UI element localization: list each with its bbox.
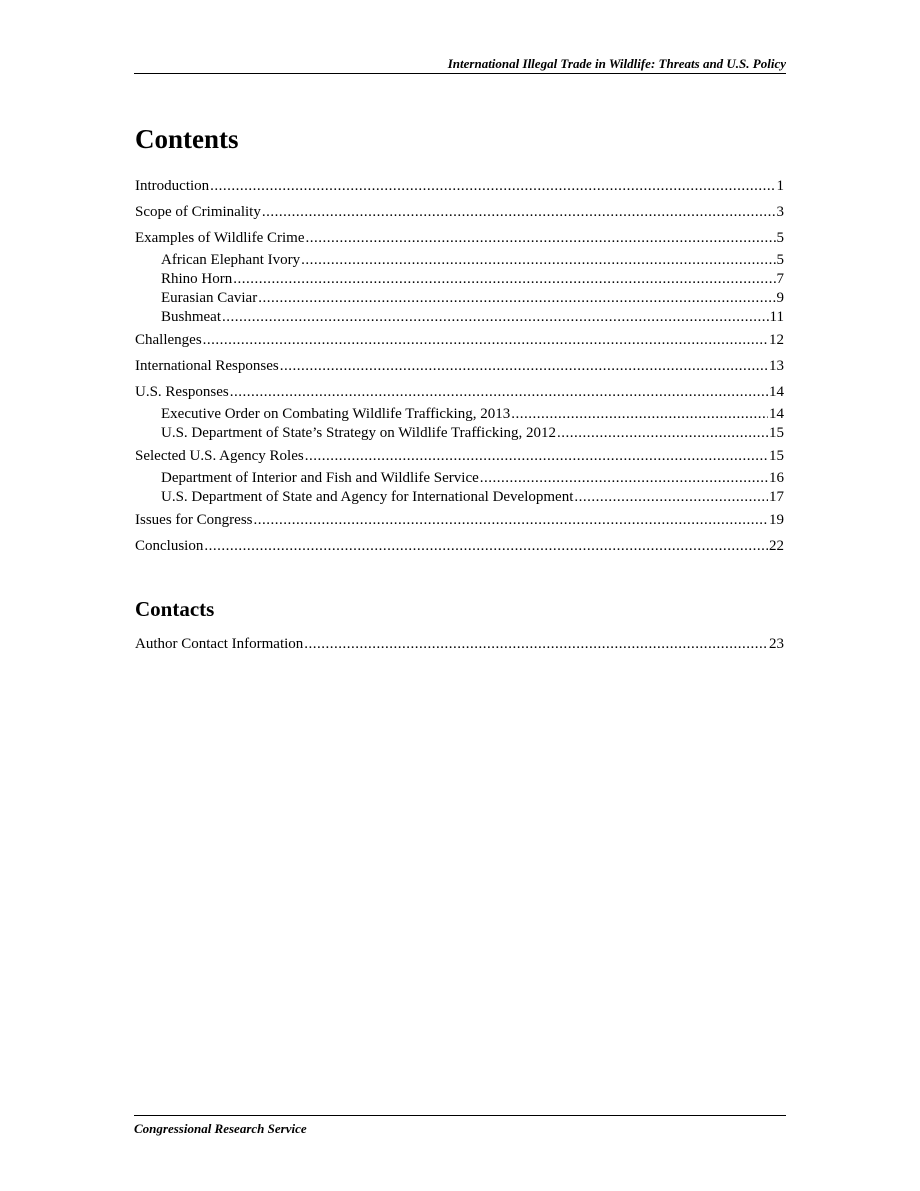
toc-entry-interior-fws[interactable]: Department of Interior and Fish and Wildlife Service ..... 16 xyxy=(135,469,784,488)
contacts-list xyxy=(135,635,784,654)
running-header: International Illegal Trade in Wildlife: Threats and U.S. Policy xyxy=(134,56,786,74)
toc-entry-state-strategy[interactable]: U.S. Department of State’s Strategy on Wildlife Trafficking, 2012 ..... 15 xyxy=(135,424,784,443)
toc-entry-introduction[interactable]: Introduction ..... 1 xyxy=(135,177,784,196)
toc-entry-eurasian-caviar[interactable]: Eurasian Caviar ..... 9 xyxy=(135,289,784,308)
toc-entry-rhino-horn[interactable]: Rhino Horn ..... 7 xyxy=(135,270,784,289)
toc-entry-challenges[interactable]: Challenges ..... 12 xyxy=(135,331,784,350)
toc-entry-executive-order[interactable]: Executive Order on Combating Wildlife Trafficking, 2013 ..... 14 xyxy=(135,405,784,424)
toc-entry-african-elephant-ivory[interactable]: African Elephant Ivory ..... 5 xyxy=(135,251,784,270)
toc-entry-bushmeat[interactable]: Bushmeat ..... 11 xyxy=(135,308,784,327)
toc-entry-international-responses[interactable]: International Responses ..... 13 xyxy=(135,357,784,376)
running-footer: Congressional Research Service xyxy=(134,1115,786,1137)
toc-entry-scope-of-criminality[interactable]: Scope of Criminality ..... 3 xyxy=(135,203,784,222)
toc-entry-examples-of-wildlife-crime[interactable]: Examples of Wildlife Crime ..... 5 xyxy=(135,229,784,248)
contents-heading: Contents xyxy=(135,124,239,154)
toc-list xyxy=(135,177,784,556)
toc-entry-state-usaid[interactable]: U.S. Department of State and Agency for International Development ..... 17 xyxy=(135,488,784,507)
contacts-heading: Contacts xyxy=(135,597,215,621)
toc-entry-author-contact-information[interactable]: Author Contact Information ..... 23 xyxy=(135,635,784,654)
toc-entry-us-responses[interactable]: U.S. Responses ..... 14 xyxy=(135,383,784,402)
toc-entry-selected-agency-roles[interactable]: Selected U.S. Agency Roles ..... 15 xyxy=(135,447,784,466)
toc-entry-conclusion[interactable]: Conclusion ..... 22 xyxy=(135,537,784,556)
toc-entry-issues-for-congress[interactable]: Issues for Congress ..... 19 xyxy=(135,511,784,530)
